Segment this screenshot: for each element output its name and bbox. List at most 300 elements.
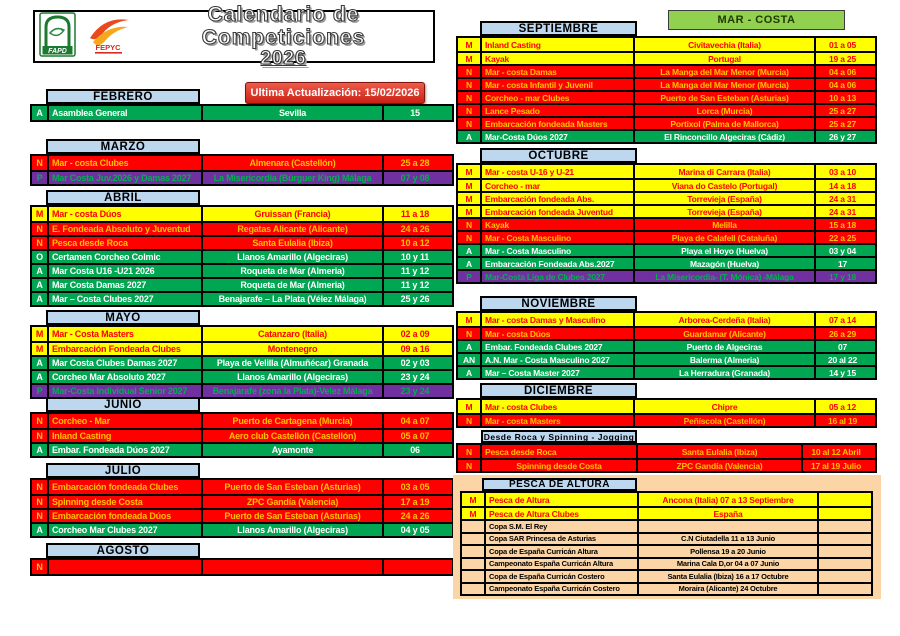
event-location-cell: Playa de Calafell (Cataluña)	[633, 232, 814, 243]
event-location-cell: Peñíscola (Castellón)	[633, 415, 814, 426]
event-date-cell: 23 y 24	[382, 385, 446, 397]
competition-row	[462, 519, 871, 532]
competition-row	[462, 506, 871, 519]
event-type-cell: M	[465, 166, 473, 177]
event-date-cell: 24 a 31	[814, 193, 869, 204]
category-banner: MAR - COSTA	[668, 10, 845, 30]
event-name-cell: Mar – Costa Clubes 2027	[47, 293, 201, 305]
month-table	[30, 205, 454, 307]
event-name-cell: Inland Casting	[47, 430, 201, 442]
event-type-cell: N	[466, 118, 472, 129]
event-type-cell	[462, 546, 484, 557]
event-location-cell: Aero club Castellón (Castellón)	[201, 430, 382, 442]
event-location-cell: Portixol (Palma de Mallorca)	[633, 118, 814, 129]
event-name-cell: Copa S.M. El Rey	[484, 521, 637, 532]
event-type-cell: A	[36, 525, 43, 535]
event-date-cell: 25 a 27	[814, 118, 869, 129]
competition-row	[462, 493, 871, 506]
competition-row	[32, 291, 452, 305]
event-name-cell: Mar - costa Clubes	[480, 400, 633, 413]
event-location-cell: Catanzaro (Italia)	[201, 327, 382, 341]
event-location-cell	[201, 560, 382, 574]
event-date-cell: 17	[814, 258, 869, 269]
competition-row	[458, 204, 875, 217]
last-update-badge: Ultima Actualización: 15/02/2026	[245, 82, 425, 104]
event-name-cell: Mar - costa Damas	[480, 66, 633, 77]
competition-row	[458, 458, 875, 471]
event-date-cell: 25 a 27	[814, 105, 869, 116]
event-type-cell: N	[466, 79, 472, 90]
month-header: NOVIEMBRE	[480, 296, 637, 311]
month-section	[30, 89, 454, 122]
event-location-cell: Santa Eulalia (Ibiza)	[201, 237, 382, 249]
event-name-cell: Certamen Corcheo Colmic	[47, 251, 201, 263]
competition-row	[32, 560, 452, 574]
event-name-cell: Corcheo - Mar	[47, 414, 201, 428]
event-name-cell: Embarcación fondeada Juventud	[480, 206, 633, 217]
event-type-cell: A	[466, 341, 472, 352]
event-name-cell: Mar - Costa Masters	[47, 327, 201, 341]
month-table	[30, 558, 454, 576]
month-header: JUNIO	[46, 397, 200, 412]
event-type-cell: M	[465, 401, 473, 412]
event-date-cell	[817, 559, 871, 570]
event-date-cell: 16 al 19	[814, 415, 869, 426]
event-type-cell: N	[466, 415, 472, 426]
page-title	[134, 3, 433, 70]
event-type-cell: N	[466, 446, 472, 457]
event-location-cell: El Rinconcillo Algeciras (Cádiz)	[633, 131, 814, 142]
competition-row	[458, 64, 875, 77]
event-type-cell	[462, 584, 484, 595]
event-name-cell: Mar Costa Damas 2027	[47, 279, 201, 291]
competition-row	[32, 327, 452, 341]
event-name-cell: Pesca de Altura	[484, 493, 637, 506]
event-name-cell: Pesca desde Roca	[480, 445, 636, 458]
event-name-cell: Embarcación Fondeada Abs.2027	[480, 258, 633, 269]
event-location-cell: Puerto de San Esteban (Asturias)	[201, 510, 382, 522]
pesca-altura-table	[460, 491, 873, 596]
competition-row	[32, 442, 452, 456]
month-table	[456, 36, 877, 144]
month-section	[30, 190, 454, 307]
month-table	[30, 412, 454, 458]
competition-row	[32, 508, 452, 522]
event-type-cell: M	[465, 53, 473, 64]
event-location-cell: Ayamonte	[201, 444, 382, 456]
competition-row	[462, 557, 871, 570]
competition-row	[458, 165, 875, 178]
event-date-cell: 06	[382, 444, 446, 456]
event-name-cell: Corcheo Mar Absoluto 2027	[47, 371, 201, 383]
event-type-cell	[462, 534, 484, 545]
event-date-cell: 01 a 05	[814, 38, 869, 51]
event-date-cell: 04 a 07	[382, 414, 446, 428]
month-header: OCTUBRE	[480, 148, 637, 163]
event-name-cell: Inland Casting	[480, 38, 633, 51]
competition-row	[462, 544, 871, 557]
event-name-cell	[47, 560, 201, 574]
competition-row	[458, 217, 875, 230]
event-type-cell: N	[36, 511, 43, 521]
competition-row	[458, 339, 875, 352]
event-name-cell: Mar - costa Damas y Masculino	[480, 313, 633, 326]
event-type-cell: N	[36, 158, 43, 168]
event-name-cell: Mar Costa Juv.2026 y Damas 2027	[47, 172, 201, 184]
event-location-cell: C.N Ciutadella 11 a 13 Junio	[637, 534, 817, 545]
event-type-cell: AN	[463, 354, 475, 365]
event-type-cell: M	[465, 193, 473, 204]
month-section	[30, 310, 454, 399]
competition-row	[458, 256, 875, 269]
competition-row	[458, 326, 875, 339]
competition-row	[32, 522, 452, 536]
month-header: ABRIL	[46, 190, 200, 205]
event-location-cell: Llanos Amarillo (Algeciras)	[201, 371, 382, 383]
event-location-cell: Pollensa 19 a 20 Junio	[637, 546, 817, 557]
event-name-cell: Mar - Costa Masculino	[480, 232, 633, 243]
month-header: MARZO	[46, 139, 200, 154]
competition-row	[458, 230, 875, 243]
event-date-cell: 25 y 26	[382, 293, 446, 305]
competition-row	[462, 569, 871, 582]
event-location-cell: Llanos Amarillo (Algeciras)	[201, 524, 382, 536]
event-location-cell: Regatas Alicante (Alicante)	[201, 223, 382, 235]
competition-row	[458, 178, 875, 191]
event-name-cell: Asamblea General	[47, 106, 201, 120]
event-name-cell: Embarcación fondeada Masters	[480, 118, 633, 129]
event-location-cell: Civitavechia (Italia)	[633, 38, 814, 51]
event-location-cell: Gruissan (Francia)	[201, 207, 382, 221]
event-type-cell: N	[466, 219, 472, 230]
event-name-cell: A.N. Mar - Costa Masculino 2027	[480, 354, 633, 365]
event-location-cell: España	[637, 508, 817, 519]
month-section	[30, 397, 454, 458]
event-location-cell: Arborea-Cerdeña (Italia)	[633, 313, 814, 326]
event-type-cell: A	[466, 245, 472, 256]
competition-row	[32, 221, 452, 235]
competition-row	[32, 355, 452, 369]
competition-row	[32, 428, 452, 442]
event-location-cell: Playa de Velilla (Almuñécar) Granada	[201, 357, 382, 369]
event-name-cell: Campeonato España Curricán Costero	[484, 584, 637, 595]
event-name-cell: Kayak	[480, 53, 633, 64]
event-name-cell: Mar - costa U-16 y U-21	[480, 165, 633, 178]
event-location-cell: Chipre	[633, 400, 814, 413]
event-date-cell: 11 y 12	[382, 279, 446, 291]
page-title-line1: Calendario de Competiciones	[201, 2, 366, 50]
month-section	[456, 430, 877, 473]
event-date-cell: 10 a 13	[814, 92, 869, 103]
event-location-cell: Sevilla	[201, 106, 382, 120]
event-location-cell: Moraira (Alicante) 24 Octubre	[637, 584, 817, 595]
month-header: FEBRERO	[46, 89, 200, 104]
pesca-altura-header: PESCA DE ALTURA	[482, 478, 637, 491]
page-title-year: 2026	[260, 48, 307, 70]
event-date-cell: 02 y 03	[382, 357, 446, 369]
competition-row	[458, 191, 875, 204]
event-name-cell: Mar Costa U16 -U21 2026	[47, 265, 201, 277]
event-location-cell: Playa el Hoyo (Huelva)	[633, 245, 814, 256]
event-date-cell: 22 a 25	[814, 232, 869, 243]
event-type-cell: P	[36, 173, 43, 183]
event-date-cell: 02 a 09	[382, 327, 446, 341]
event-date-cell	[817, 584, 871, 595]
event-date-cell: 09 a 16	[382, 343, 446, 355]
event-type-cell: N	[466, 66, 472, 77]
event-name-cell: Corcheo Mar Clubes 2027	[47, 524, 201, 536]
competition-row	[32, 235, 452, 249]
event-location-cell: Lorca (Murcia)	[633, 105, 814, 116]
event-date-cell	[817, 571, 871, 582]
event-type-cell: M	[35, 329, 44, 339]
event-date-cell: 26 y 27	[814, 131, 869, 142]
event-name-cell: Embarcación fondeada Abs.	[480, 193, 633, 204]
event-name-cell: Lance Pesado	[480, 105, 633, 116]
competition-row	[458, 116, 875, 129]
event-name-cell: Embar. Fondeada Dúos 2027	[47, 444, 201, 456]
event-date-cell: 05 a 07	[382, 430, 446, 442]
event-name-cell: Pesca de Altura Clubes	[484, 508, 637, 519]
event-date-cell: 14 a 18	[814, 180, 869, 191]
competition-row	[458, 77, 875, 90]
event-date-cell: 20 al 22	[814, 354, 869, 365]
event-name-cell: Corcheo - mar Clubes	[480, 92, 633, 103]
event-date-cell: 11 a 18	[382, 207, 446, 221]
event-type-cell: N	[466, 460, 472, 471]
event-location-cell: Benajarafe – La Plata (Vélez Málaga)	[201, 293, 382, 305]
month-table	[456, 398, 877, 428]
competition-row	[32, 383, 452, 397]
event-date-cell: 24 a 26	[382, 510, 446, 522]
event-location-cell: La Misericordia- (T. Mónica) -Málaga	[633, 271, 814, 282]
event-name-cell: Mar - costa Masters	[480, 415, 633, 426]
event-date-cell: 10 al 12 Abril	[801, 445, 869, 458]
competition-row	[32, 249, 452, 263]
event-date-cell: 17 a 19	[382, 496, 446, 508]
competition-row	[32, 494, 452, 508]
event-name-cell: Kayak	[480, 219, 633, 230]
event-date-cell	[817, 493, 871, 506]
event-date-cell: 24 a 26	[382, 223, 446, 235]
event-type-cell: O	[36, 252, 43, 262]
event-date-cell: 24 a 31	[814, 206, 869, 217]
month-table	[30, 104, 454, 122]
competition-row	[462, 582, 871, 595]
pesca-altura-panel	[453, 475, 881, 599]
event-location-cell: Ancona (Italia) 07 a 13 Septiembre	[637, 493, 817, 506]
competition-row	[32, 207, 452, 221]
event-location-cell: Guardamar (Alicante)	[633, 328, 814, 339]
competition-row	[458, 129, 875, 142]
competition-row	[462, 532, 871, 545]
event-type-cell: N	[36, 482, 43, 492]
event-name-cell: Embarcación Fondeada Clubes	[47, 343, 201, 355]
event-date-cell: 25 a 28	[382, 156, 446, 170]
event-type-cell: N	[36, 416, 43, 426]
event-date-cell: 03 a 10	[814, 165, 869, 178]
event-date-cell: 07	[814, 341, 869, 352]
event-location-cell: Montenegro	[201, 343, 382, 355]
event-date-cell: 17 al 19 Julio	[801, 460, 869, 471]
event-location-cell: ZPC Gandía (Valencia)	[201, 496, 382, 508]
event-date-cell: 14 y 15	[814, 367, 869, 378]
event-location-cell: Santa Eulalia (Ibiza) 16 a 17 Octubre	[637, 571, 817, 582]
event-location-cell: Puerto de San Esteban (Asturias)	[633, 92, 814, 103]
event-date-cell: 07 a 14	[814, 313, 869, 326]
event-date-cell: 04 a 06	[814, 66, 869, 77]
event-name-cell: Mar - costa Dúos	[480, 328, 633, 339]
event-type-cell	[462, 559, 484, 570]
title-box	[33, 2, 435, 70]
event-date-cell	[817, 508, 871, 519]
event-type-cell	[462, 571, 484, 582]
event-type-cell: A	[36, 280, 43, 290]
competition-row	[458, 269, 875, 282]
event-location-cell: Viana do Castelo (Portugal)	[633, 180, 814, 191]
event-location-cell: La Herradura (Granada)	[633, 367, 814, 378]
event-location-cell: Balerma (Almeria)	[633, 354, 814, 365]
event-name-cell: Embarcación fondeada Clubes	[47, 480, 201, 494]
month-table	[30, 478, 454, 538]
event-name-cell: Copa de España Curricán Altura	[484, 546, 637, 557]
month-table	[30, 154, 454, 186]
month-section	[456, 148, 877, 284]
event-type-cell: M	[469, 508, 477, 519]
event-type-cell: M	[465, 180, 473, 191]
competition-row	[458, 365, 875, 378]
event-type-cell: A	[466, 131, 472, 142]
month-section	[30, 463, 454, 538]
event-location-cell: ZPC Gandía (Valencia)	[636, 460, 801, 471]
event-type-cell: A	[36, 266, 43, 276]
event-location-cell: La Manga del Mar Menor (Murcia)	[633, 66, 814, 77]
month-header: JULIO	[46, 463, 200, 478]
month-header: DICIEMBRE	[480, 383, 637, 398]
event-location-cell: Torrevieja (España)	[633, 206, 814, 217]
event-location-cell: Marina Cala D,or 04 a 07 Junio	[637, 559, 817, 570]
event-name-cell: Campeonato España Curricán Altura	[484, 559, 637, 570]
event-location-cell	[637, 521, 817, 532]
event-date-cell: 19 a 25	[814, 53, 869, 64]
event-name-cell: Mar-Costa Individual Senior 2027	[47, 385, 201, 397]
event-location-cell: Torrevieja (España)	[633, 193, 814, 204]
month-section	[30, 139, 454, 186]
competition-row	[32, 156, 452, 170]
event-name-cell: E. Fondeada Absoluto y Juventud	[47, 223, 201, 235]
event-type-cell: N	[36, 224, 43, 234]
event-location-cell: Roqueta de Mar (Almeria)	[201, 265, 382, 277]
competition-row	[32, 106, 452, 120]
event-type-cell: M	[465, 39, 473, 50]
month-header: AGOSTO	[46, 543, 200, 558]
event-type-cell: N	[466, 92, 472, 103]
event-date-cell: 23 y 24	[382, 371, 446, 383]
event-name-cell: Mar-Costa Liga de Clubes 2027	[480, 271, 633, 282]
event-name-cell: Mar - costa Dúos	[47, 207, 201, 221]
competition-row	[458, 445, 875, 458]
event-date-cell: 17 y 18	[814, 271, 869, 282]
competition-row	[458, 400, 875, 413]
svg-text:FAPD: FAPD	[48, 47, 67, 55]
competition-row	[458, 352, 875, 365]
month-table	[456, 443, 877, 473]
competition-row	[32, 480, 452, 494]
event-type-cell: A	[466, 367, 472, 378]
event-location-cell: Puerto de Cartagena (Murcia)	[201, 414, 382, 428]
event-name-cell: Mar - Costa Masculino	[480, 245, 633, 256]
event-name-cell: Mar-Costa Dúos 2027	[480, 131, 633, 142]
event-name-cell: Spinning desde Costa	[480, 460, 636, 471]
month-table	[456, 163, 877, 284]
month-section	[456, 21, 877, 144]
event-date-cell	[817, 521, 871, 532]
event-type-cell	[462, 521, 484, 532]
competition-row	[458, 38, 875, 51]
event-location-cell: La Misericordia (Búrguer King) Málaga	[201, 172, 382, 184]
event-location-cell: Puerto de Algeciras	[633, 341, 814, 352]
competition-row	[32, 170, 452, 184]
event-name-cell: Mar - costa Clubes	[47, 156, 201, 170]
month-section	[30, 543, 454, 576]
event-type-cell: P	[466, 271, 472, 282]
event-location-cell: La Manga del Mar Menor (Murcia)	[633, 79, 814, 90]
event-type-cell: P	[36, 386, 43, 396]
event-date-cell: 05 a 12	[814, 400, 869, 413]
event-date-cell	[382, 560, 446, 574]
event-type-cell: M	[465, 206, 473, 217]
event-name-cell: Corcheo - mar	[480, 180, 633, 191]
event-type-cell: N	[36, 497, 43, 507]
event-date-cell: 03 a 05	[382, 480, 446, 494]
event-location-cell: Almenara (Castellón)	[201, 156, 382, 170]
competition-row	[458, 103, 875, 116]
event-type-cell: A	[36, 372, 43, 382]
event-location-cell: Roqueta de Mar (Almeria)	[201, 279, 382, 291]
event-type-cell: N	[466, 328, 472, 339]
event-type-cell: A	[36, 445, 43, 455]
month-header: SEPTIEMBRE	[480, 21, 637, 36]
event-date-cell: 10 y 11	[382, 251, 446, 263]
competition-row	[458, 243, 875, 256]
event-location-cell: Benajarafe (zona la Plata)-Velez Málaga	[201, 385, 382, 397]
event-date-cell: 26 a 29	[814, 328, 869, 339]
event-date-cell: 07 y 08	[382, 172, 446, 184]
event-location-cell: Marina di Carrara (Italia)	[633, 165, 814, 178]
month-header: MAYO	[46, 310, 200, 325]
event-location-cell: Melilla	[633, 219, 814, 230]
event-type-cell: A	[466, 258, 472, 269]
event-type-cell: N	[36, 562, 43, 572]
month-table	[30, 325, 454, 399]
competition-row	[458, 51, 875, 64]
event-location-cell: Mazagón (Huelva)	[633, 258, 814, 269]
competition-row	[458, 313, 875, 326]
event-type-cell: N	[36, 431, 43, 441]
event-date-cell: 03 y 04	[814, 245, 869, 256]
event-location-cell: Llanos Amarillo (Algeciras)	[201, 251, 382, 263]
event-name-cell: Mar – Costa Master 2027	[480, 367, 633, 378]
event-name-cell: Copa SAR Princesa de Asturias	[484, 534, 637, 545]
event-type-cell: N	[466, 232, 472, 243]
event-date-cell: 04 a 06	[814, 79, 869, 90]
event-location-cell: Santa Eulalia (Ibiza)	[636, 445, 801, 458]
event-date-cell: 04 y 05	[382, 524, 446, 536]
event-date-cell: 15	[382, 106, 446, 120]
event-name-cell: Embarcación fondeada Dúos	[47, 510, 201, 522]
event-type-cell: N	[36, 238, 43, 248]
month-header: Desde Roca y Spinning - Jogging	[481, 430, 637, 443]
